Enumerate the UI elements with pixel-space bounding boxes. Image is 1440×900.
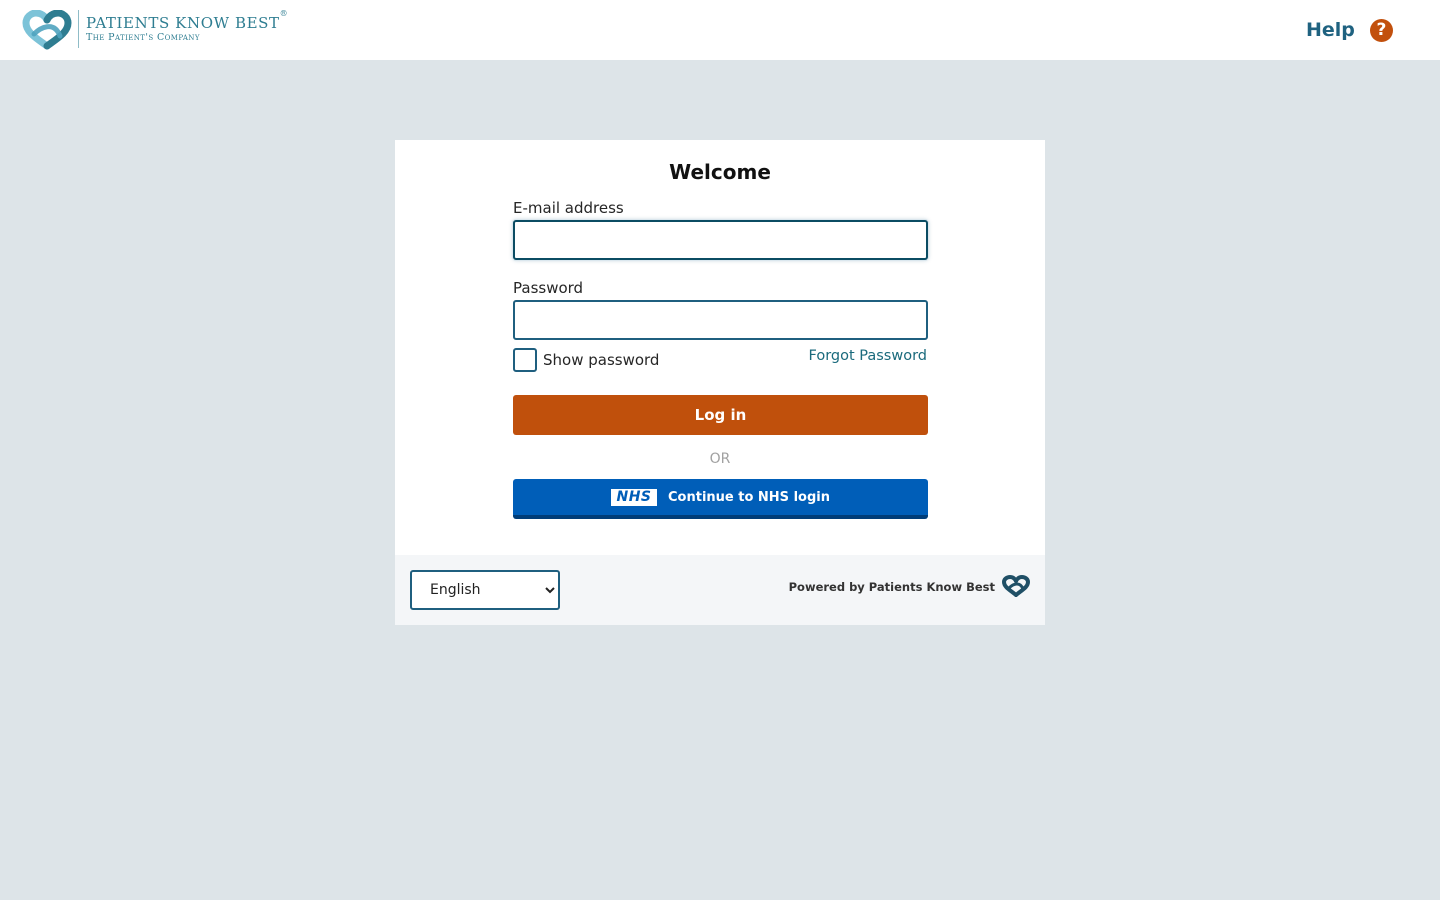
card-footer bbox=[395, 555, 1045, 625]
login-button[interactable]: Log in bbox=[513, 395, 928, 435]
password-input[interactable] bbox=[513, 300, 928, 340]
pkb-logo-icon bbox=[1001, 575, 1031, 597]
brand-tagline: The Patient's Company bbox=[86, 32, 200, 43]
brand-logo[interactable] bbox=[20, 8, 289, 52]
nhs-login-label: Continue to NHS login bbox=[668, 489, 830, 505]
show-password-checkbox[interactable] bbox=[513, 348, 537, 372]
or-divider: OR bbox=[709, 451, 731, 467]
show-password-toggle[interactable] bbox=[513, 348, 659, 372]
page-title: Welcome bbox=[669, 160, 771, 184]
nhs-login-button[interactable] bbox=[513, 479, 928, 519]
show-password-label[interactable]: Show password bbox=[543, 351, 660, 369]
brand-separator bbox=[78, 10, 79, 48]
pkb-heart-logo-icon bbox=[20, 10, 74, 50]
help-label: Help bbox=[1306, 19, 1355, 41]
top-bar bbox=[0, 0, 1440, 60]
login-card bbox=[395, 140, 1045, 625]
email-input[interactable] bbox=[513, 220, 928, 260]
brand-name: PATIENTS KNOW BEST® bbox=[86, 9, 289, 32]
question-circle-icon[interactable]: ? bbox=[1370, 19, 1393, 42]
language-select[interactable] bbox=[410, 570, 560, 610]
email-label: E-mail address bbox=[513, 199, 624, 217]
password-label: Password bbox=[513, 279, 584, 297]
powered-by-text: Powered by Patients Know Best bbox=[788, 580, 995, 594]
forgot-password-link[interactable]: Forgot Password bbox=[808, 348, 927, 364]
help-link[interactable] bbox=[1306, 17, 1393, 43]
nhs-logo-icon: NHS bbox=[611, 489, 657, 506]
